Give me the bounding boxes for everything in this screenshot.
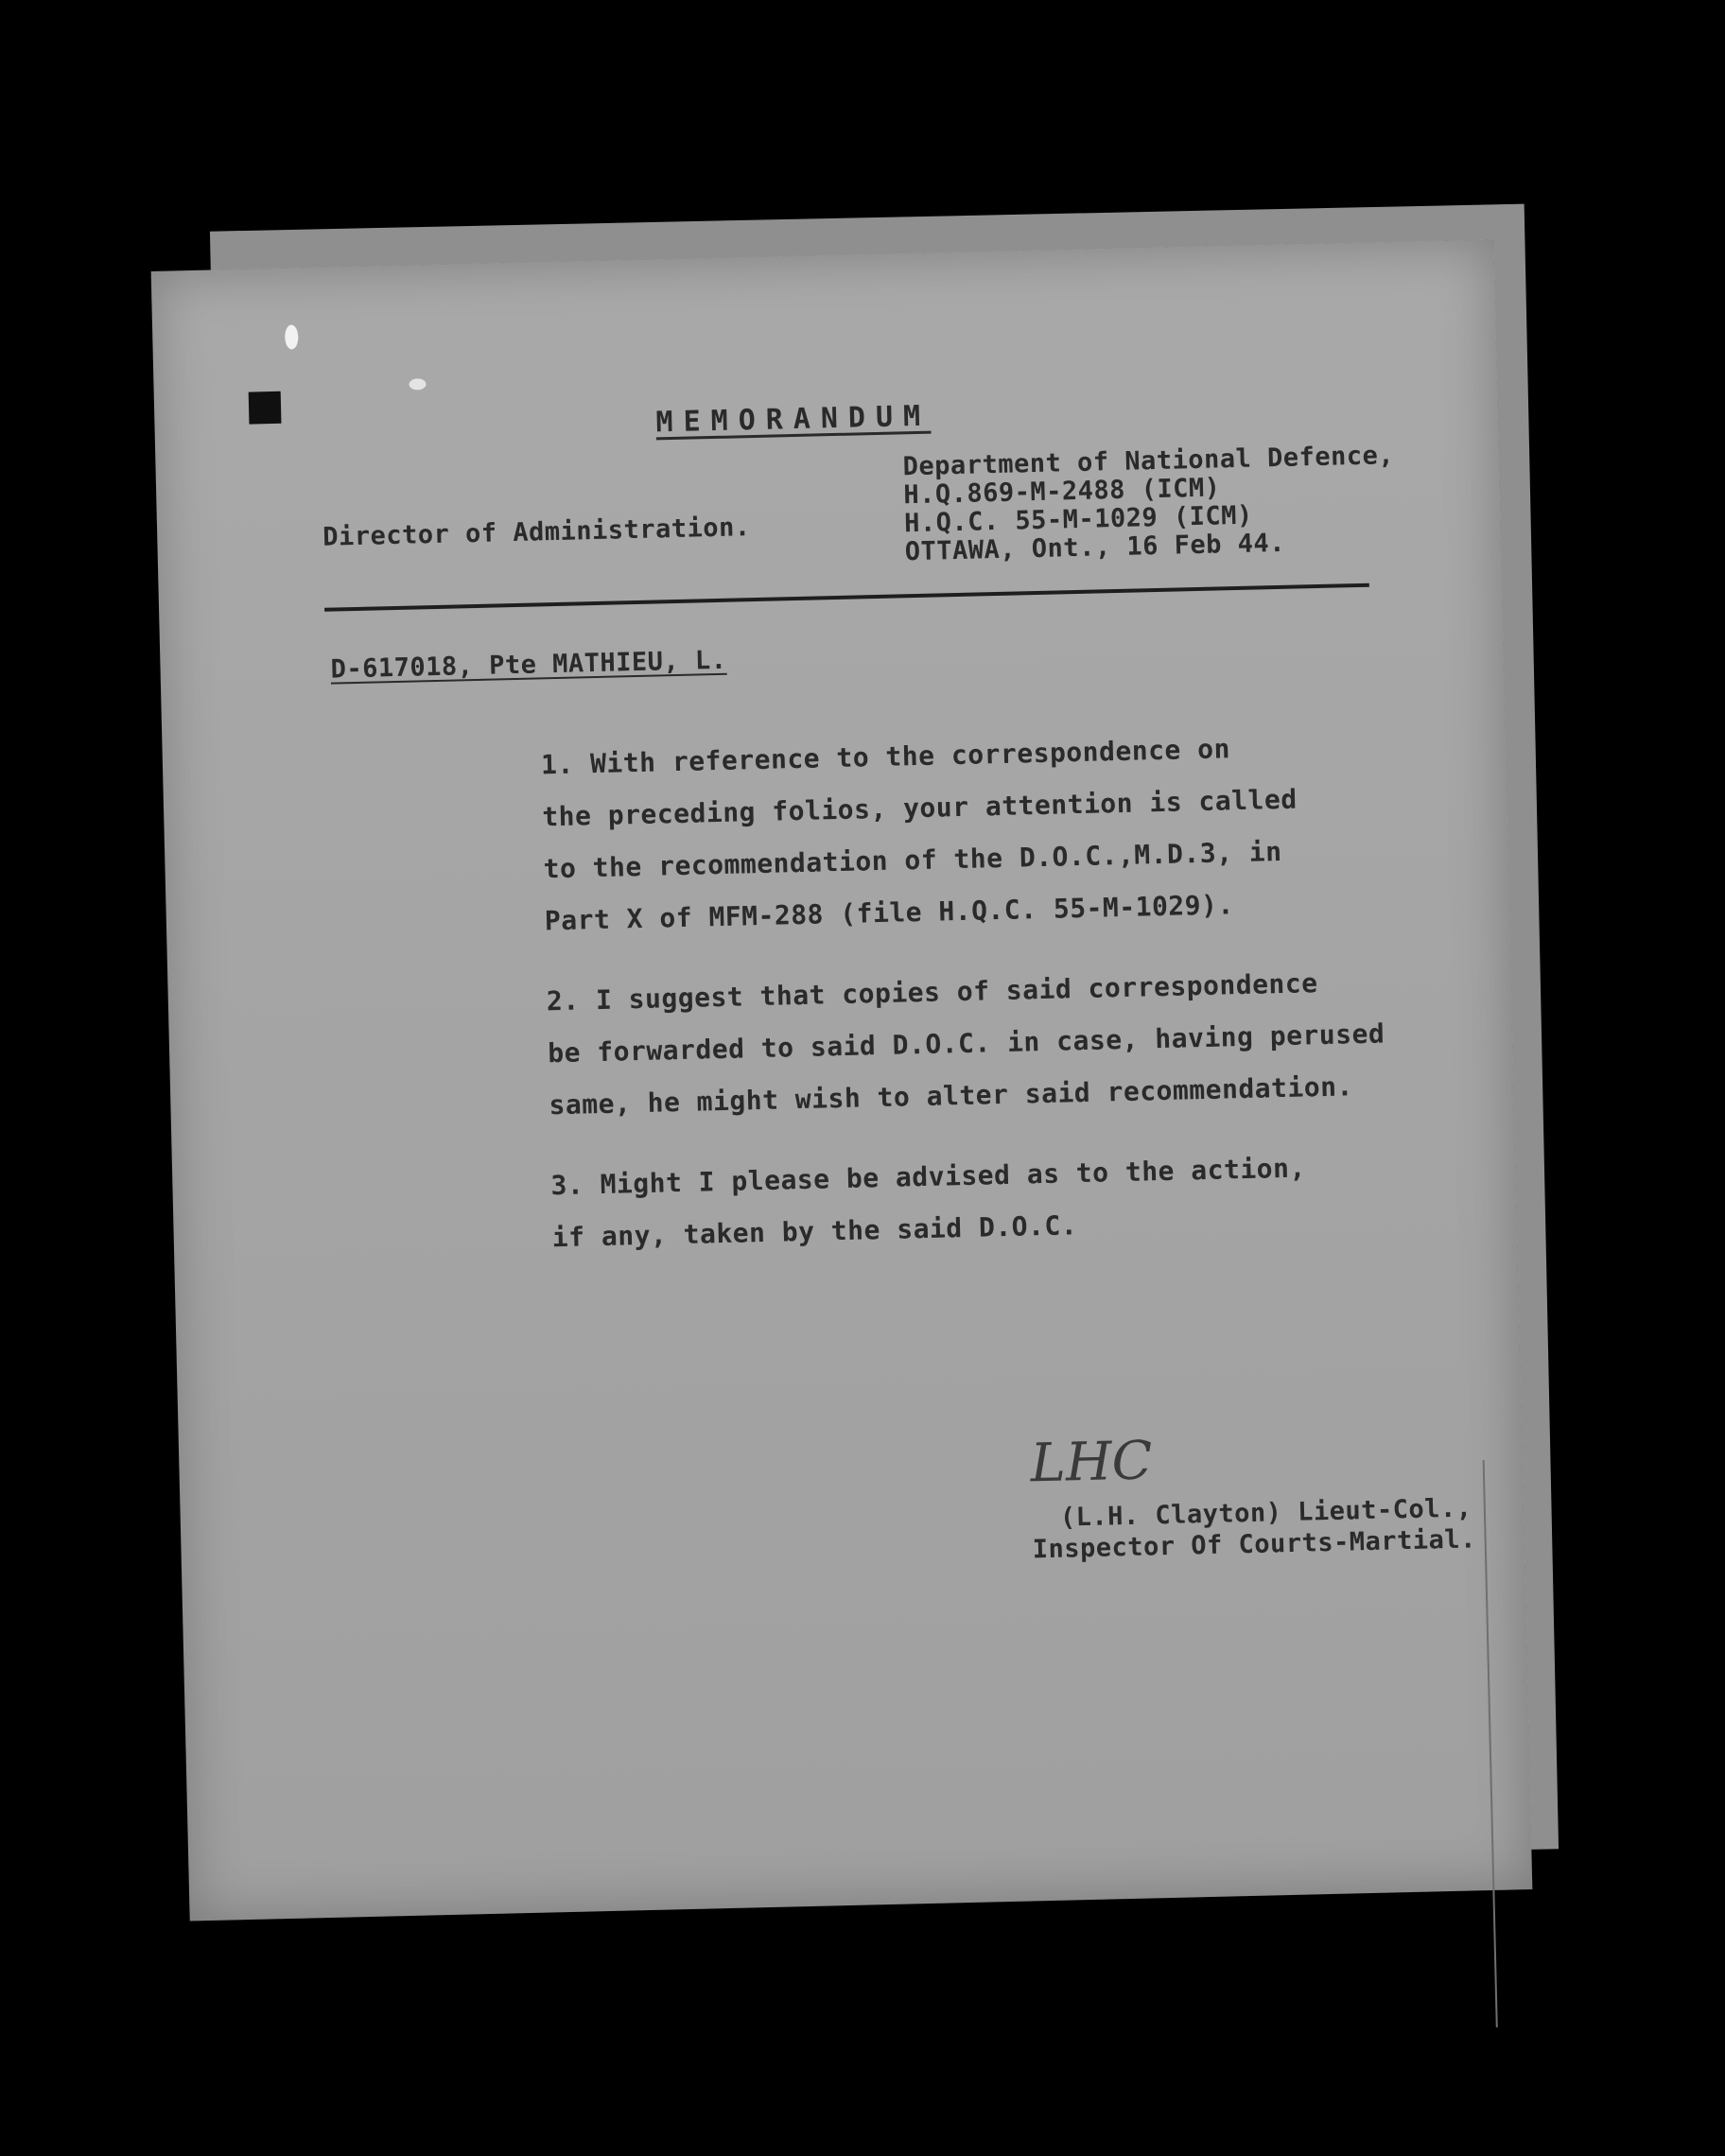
- paragraph-3-line-1: 3. Might I please be advised as to the action,: [550, 1152, 1307, 1202]
- header-divider: [324, 583, 1369, 612]
- signature-title: Inspector Of Courts-Martial.: [1032, 1524, 1477, 1565]
- paragraph-1-line-4: Part X of MFM-288 (file H.Q.C. 55-M-1029).: [544, 889, 1235, 937]
- header-place-date: OTTAWA, Ont., 16 Feb 44.: [904, 528, 1286, 567]
- header-file-ref-1: H.Q.869-M-2488 (ICM): [903, 473, 1221, 511]
- signature-name-rank: (L.H. Clayton) Lieut-Col.,: [1059, 1493, 1472, 1533]
- paragraph-1-line-2: the preceding folios, your attention is called: [541, 783, 1298, 833]
- memo-title: MEMORANDUM: [655, 399, 932, 440]
- header-file-ref-2: H.Q.C. 55-M-1029 (ICM): [903, 500, 1254, 539]
- paper-fold-edge: [1483, 1459, 1526, 2027]
- scan-speck: [285, 324, 299, 349]
- handwritten-initials: LHC: [1029, 1430, 1154, 1495]
- memo-addressee: Director of Administration.: [322, 513, 751, 552]
- paragraph-1-line-3: to the recommendation of the D.O.C.,M.D.3, in: [543, 835, 1282, 885]
- paragraph-2-line-1: 2. I suggest that copies of said correspondence: [546, 967, 1318, 1017]
- paragraph-1-line-1: 1. With reference to the correspondence on: [540, 733, 1231, 781]
- memo-subject: D-617018, Pte MATHIEU, L.: [330, 645, 727, 685]
- scan-speck: [409, 378, 426, 390]
- header-department: Department of National Defence,: [902, 441, 1395, 482]
- punch-hole-mark: [249, 391, 282, 425]
- memo-sheet: [151, 240, 1533, 1921]
- paragraph-2-line-2: be forwarded to said D.O.C. in case, having perused: [547, 1017, 1385, 1069]
- paragraph-2-line-3: same, he might wish to alter said recommendation.: [549, 1070, 1354, 1121]
- paragraph-3-line-2: if any, taken by the said D.O.C.: [551, 1209, 1078, 1254]
